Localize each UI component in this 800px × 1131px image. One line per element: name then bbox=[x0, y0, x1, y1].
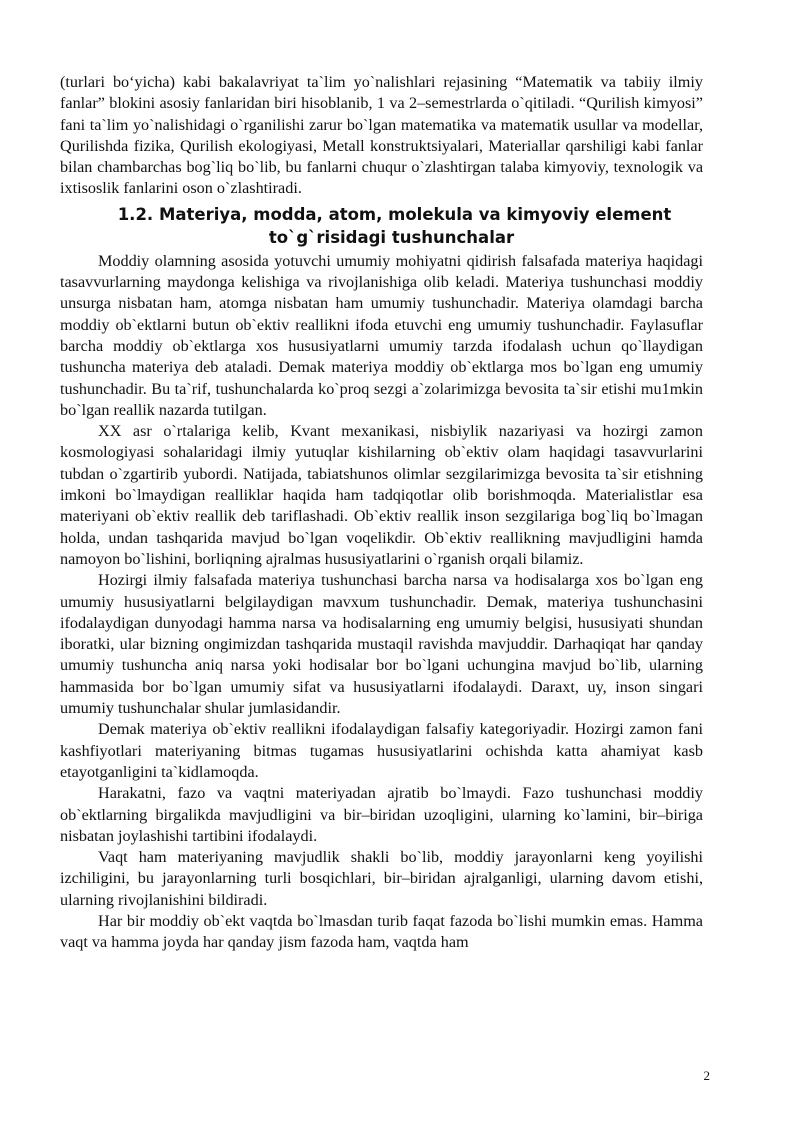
body-paragraph-2: XX asr o`rtalariga kelib, Kvant mexanikasi, nisbiylik nazariyasi va hozirgi zamon kosmologiyasi sohalaridagi ilmiy yutuqlar kishilarning ob`ektiv olam haqidagi tasavvurlarini tubdan o`zgartirib yubordi. Natijada, tabiatshunos olimlar sezgilarimizga bevosita ta`sir etishning imkoni bo`lmaydigan realliklar haqida ham tadqiqotlar olib borishmoqda. Materialistlar esa materiyani ob`ektiv reallik deb tariflashadi. Ob`ektiv reallik inson sezgilariga bog`liq bo`lmagan holda, undan tashqarida mavjud bo`lgan voqelikdir. Ob`ektiv reallikning mavjudligini hamda namoyon bo`lishini, borliqning ajralmas hususiyatlarini o`rganish orqali bilamiz. bbox=[60, 422, 703, 568]
section-heading-line-2: to`g`risidagi tushunchalar bbox=[268, 227, 515, 247]
body-paragraph-5: Harakatni, fazo va vaqtni materiyadan ajratib bo`lmaydi. Fazo tushunchasi moddiy ob`ektlarning birgalikda mavjudligini va bir–biridan uzoqligini, ularning ko`lamini, bir–biriga nisbatan joylashishi tartibini ifodalaydi. bbox=[60, 784, 703, 845]
body-paragraph-3: Hozirgi ilmiy falsafada materiya tushunchasi barcha narsa va hodisalarga xos bo`lgan eng umumiy hususiyatlarni belgilaydigan mavxum tushunchadir. Demak, materiya tushunchasini ifodalaydigan dunyodagi hamma narsa va hodisalarning eng umumiy belgisi, hususiyati shundan iboratki, ular bizning ongimizdan tashqarida mustaqil ravishda mavjuddir. Darhaqiqat har qanday umumiy tushuncha aniq narsa yoki hodisalar bor bo`lgani uchungina mavjud bo`lib, ularning hammasida bor bo`lgan umumiy sifat va hususiyatlarni ifodalaydi. Daraxt, uy, inson singari umumiy tushunchalar shular jumlasidandir. bbox=[60, 571, 703, 718]
body-paragraph-6: Vaqt ham materiyaning mavjudlik shakli bo`lib, moddiy jarayonlarni keng yoyilishi izchiligini, bu jarayonlarning turli bosqichlari, bir–biridan ajralganligi, ularning davom etishi, ularning rivojlanishini bildiradi. bbox=[60, 848, 703, 909]
body-paragraph-7: Har bir moddiy ob`ekt vaqtda bo`lmasdan turib faqat fazoda bo`lishi mumkin emas. Hamma vaqt va hamma joyda har qanday jism fazoda ham, vaqtda ham bbox=[60, 911, 703, 952]
section-heading-line-1: 1.2. Materiya, modda, atom, molekula va kimyoviy element bbox=[117, 204, 672, 224]
body-paragraph-4: Demak materiya ob`ektiv reallikni ifodalaydigan falsafiy kategoriyadir. Hozirgi zamon fani kashfiyotlari materiyaning bitmas tugamas hususiyatlarini ochishda katta ahamiyat kasb etayotganligini ta`kidlamoqda. bbox=[60, 720, 703, 781]
page-number: 2 bbox=[703, 1068, 710, 1083]
intro-paragraph: (turlari bo‘yicha) kabi bakalavriyat ta`lim yo`nalishlari rejasining “Matematik va tabiiy ilmiy fanlar” blokini asosiy fanlaridan biri hisoblanib, 1 va 2–semestrlarda o`qitiladi. “Qurilish kimyosi” fani ta`lim yo`nalishidagi o`rganilishi zarur bo`lgan matematika va matematik usullar va modellar, Qurilishda fizika, Qurilish ekologiyasi, Metall konstruktsiyalari, Materiallar qarshiligi kabi fanlar bilan chambarchas bog`liq bo`lib, bu fanlarni chuqur o`zlashtirgan talaba kimyoviy, texnologik va ixtisoslik fanlarini oson o`zlashtiradi. bbox=[60, 73, 703, 198]
section-heading bbox=[60, 203, 703, 249]
body-paragraph-1: Moddiy olamning asosida yotuvchi umumiy mohiyatni qidirish falsafada materiya haqidagi tasavvurlarning maydonga kelishiga va rivojlanishiga olib keladi. Materiya tushunchasi moddiy unsurga nisbatan ham, atomga nisbatan ham umumiy tushunchadir. Materiya olamdagi barcha moddiy ob`ektlarni butun ob`ektiv reallikni ifoda etuvchi eng umumiy tushunchadir. Faylasuflar barcha moddiy ob`ektlarga xos hususiyatlarni umumiy tarzda ifodalash uchun qo`llaydigan tushuncha materiya deb ataladi. Demak materiya moddiy ob`ektlarga mos bo`lgan eng umumiy tushunchadir. Bu ta`rif, tushunchalarda ko`proq sezgi a`zolarimizga bevosita ta`sir etishi mu1mkin bo`lgan reallik nazarda tutilgan. bbox=[60, 251, 703, 419]
page-content bbox=[60, 72, 703, 954]
